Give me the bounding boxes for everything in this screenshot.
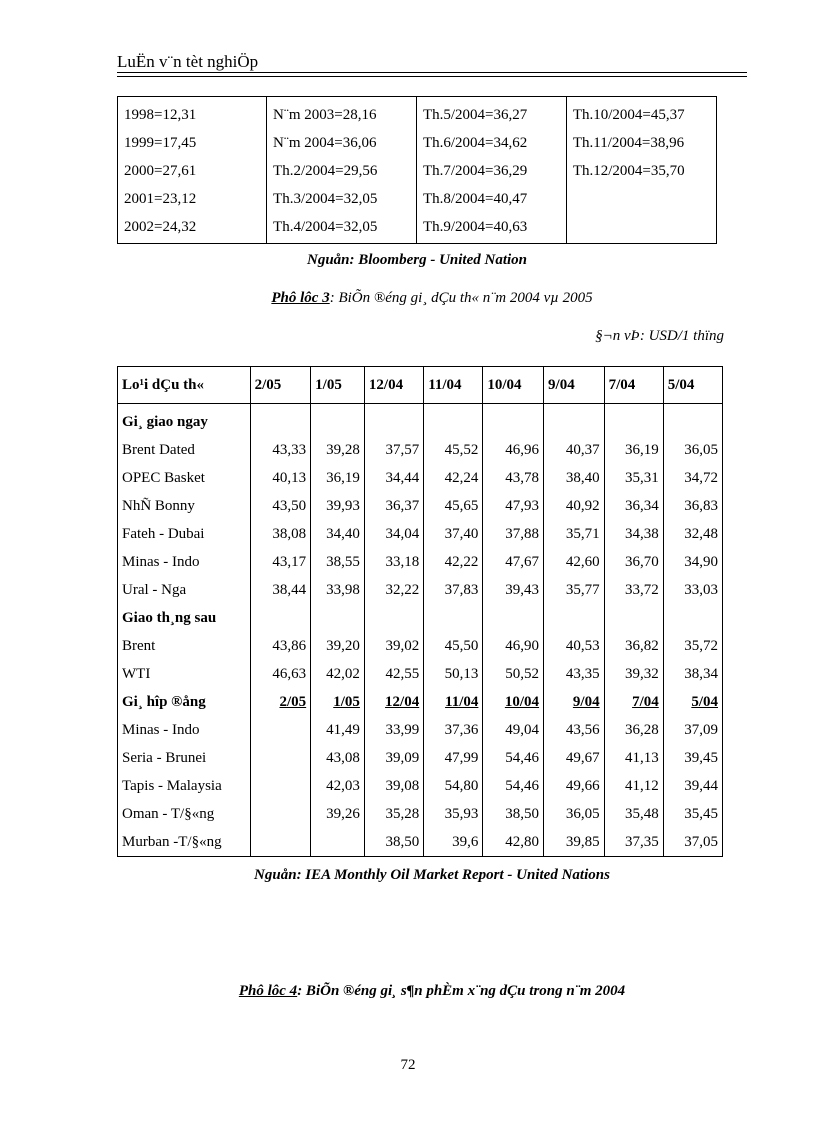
price-cell: 36,37: [364, 492, 423, 520]
row-label: Ural - Nga: [118, 576, 251, 604]
appendix-4-caption: [117, 983, 747, 1000]
table-row: [118, 632, 723, 660]
price-cell: 42,60: [544, 548, 605, 576]
price-cell: 50,13: [424, 660, 483, 688]
price-cell: 2/05: [250, 688, 311, 716]
price-cell: 39,02: [364, 632, 423, 660]
section-row: [118, 404, 723, 437]
price-cell: 50,52: [483, 660, 544, 688]
table1-cell: 1998=12,31: [124, 107, 197, 123]
table1-column: [416, 97, 566, 244]
price-cell: 35,28: [364, 800, 423, 828]
row-label: WTI: [118, 660, 251, 688]
price-cell: 47,93: [483, 492, 544, 520]
price-cell: 39,20: [311, 632, 365, 660]
table2-source: Nguån: IEA Monthly Oil Market Report - United Nations: [254, 867, 610, 883]
price-cell: 41,13: [604, 744, 663, 772]
price-cell: 39,93: [311, 492, 365, 520]
section-row: [118, 604, 723, 632]
price-cell: [311, 404, 365, 437]
table-row: [118, 800, 723, 828]
section-row: [118, 688, 723, 716]
column-header: 11/04: [424, 367, 483, 404]
price-cell: 54,46: [483, 744, 544, 772]
price-cell: 36,83: [663, 492, 722, 520]
table-header-row: [118, 367, 723, 404]
price-cell: 38,34: [663, 660, 722, 688]
price-cell: 39,44: [663, 772, 722, 800]
price-cell: 32,22: [364, 576, 423, 604]
price-cell: 35,93: [424, 800, 483, 828]
row-label: Oman - T/§«ng: [118, 800, 251, 828]
row-label: Gi¸ giao ngay: [118, 404, 251, 437]
crude-oil-price-table: [117, 366, 723, 857]
price-cell: 36,19: [604, 436, 663, 464]
appendix-3-text: : BiÕn ®éng gi¸ dÇu th« n¨m 2004 vµ 2005: [329, 290, 593, 306]
price-cell: 34,44: [364, 464, 423, 492]
price-cell: [483, 604, 544, 632]
price-cell: 49,66: [544, 772, 605, 800]
price-cell: 35,72: [663, 632, 722, 660]
price-cell: 34,38: [604, 520, 663, 548]
row-label: OPEC Basket: [118, 464, 251, 492]
price-cell: 34,90: [663, 548, 722, 576]
appendix-4-label: Phô lôc 4: [238, 983, 298, 999]
price-cell: 39,6: [424, 828, 483, 857]
price-cell: 37,36: [424, 716, 483, 744]
page-number: 72: [400, 1057, 416, 1073]
table1-cell: 2002=24,32: [124, 219, 197, 235]
price-cell: [604, 404, 663, 437]
price-cell: [544, 404, 605, 437]
price-cell: 39,08: [364, 772, 423, 800]
price-cell: [250, 800, 311, 828]
price-cell: 43,50: [250, 492, 311, 520]
price-cell: 36,19: [311, 464, 365, 492]
price-cell: [424, 604, 483, 632]
table-row: [118, 716, 723, 744]
price-cell: 35,48: [604, 800, 663, 828]
table1-cell: Th.3/2004=32,05: [273, 191, 378, 207]
row-label: Brent: [118, 632, 251, 660]
price-cell: 42,55: [364, 660, 423, 688]
price-cell: 35,31: [604, 464, 663, 492]
table-row: [118, 436, 723, 464]
price-cell: 42,24: [424, 464, 483, 492]
price-cell: 43,35: [544, 660, 605, 688]
appendix-3-label: Phô lôc 3: [271, 290, 330, 306]
price-cell: 43,86: [250, 632, 311, 660]
price-cell: 37,40: [424, 520, 483, 548]
price-cell: [663, 604, 722, 632]
row-label: Murban -T/§«ng: [118, 828, 251, 857]
price-cell: 38,08: [250, 520, 311, 548]
price-cell: 47,99: [424, 744, 483, 772]
price-cell: 35,77: [544, 576, 605, 604]
price-cell: 34,40: [311, 520, 365, 548]
price-cell: 42,03: [311, 772, 365, 800]
price-cell: 38,50: [483, 800, 544, 828]
table-row: [118, 492, 723, 520]
price-cell: 36,28: [604, 716, 663, 744]
appendix-4-text: : BiÕn ®éng gi¸ s¶n phÈm x¨ng dÇu trong n¨m 2004: [297, 983, 626, 999]
row-label: Giao th¸ng sau: [118, 604, 251, 632]
table1-cell: Th.4/2004=32,05: [273, 219, 378, 235]
price-cell: 38,44: [250, 576, 311, 604]
price-cell: [250, 604, 311, 632]
price-cell: [663, 404, 722, 437]
price-cell: [311, 828, 365, 857]
price-cell: 39,85: [544, 828, 605, 857]
price-cell: 37,05: [663, 828, 722, 857]
price-cell: 33,03: [663, 576, 722, 604]
price-cell: 42,22: [424, 548, 483, 576]
price-cell: 45,50: [424, 632, 483, 660]
column-header: 1/05: [311, 367, 365, 404]
column-header: 2/05: [250, 367, 311, 404]
price-cell: [364, 604, 423, 632]
table1-cell: N¨m 2003=28,16: [273, 107, 377, 123]
table1-cell: Th.8/2004=40,47: [422, 191, 528, 207]
price-cell: 35,71: [544, 520, 605, 548]
price-cell: 46,63: [250, 660, 311, 688]
row-label: Tapis - Malaysia: [118, 772, 251, 800]
price-cell: 34,72: [663, 464, 722, 492]
table-row: [118, 660, 723, 688]
column-header: 9/04: [544, 367, 605, 404]
price-cell: 33,72: [604, 576, 663, 604]
price-cell: 38,55: [311, 548, 365, 576]
price-cell: 46,90: [483, 632, 544, 660]
table1-cell: Th.7/2004=36,29: [422, 163, 528, 179]
price-cell: 34,04: [364, 520, 423, 548]
price-cell: 40,13: [250, 464, 311, 492]
document-header: LuËn v¨n tèt nghiÖp: [117, 52, 259, 71]
price-cell: 12/04: [364, 688, 423, 716]
price-cell: 45,52: [424, 436, 483, 464]
price-cell: [364, 404, 423, 437]
price-cell: 54,46: [483, 772, 544, 800]
table1-cell: Th.9/2004=40,63: [422, 219, 528, 235]
row-label: NhÑ Bonny: [118, 492, 251, 520]
table1-cell: 2000=27,61: [124, 163, 197, 179]
price-cell: 35,45: [663, 800, 722, 828]
column-header: Lo¹i dÇu th«: [118, 367, 251, 404]
header-rule-thick: [117, 72, 747, 73]
table1-cell: 1999=17,45: [124, 135, 197, 151]
table1-source: Nguån: Bloomberg - United Nation: [306, 252, 528, 268]
table1-cell: Th.6/2004=34,62: [422, 135, 528, 151]
table-row: [118, 576, 723, 604]
price-cell: 39,45: [663, 744, 722, 772]
price-cell: 36,82: [604, 632, 663, 660]
table1-column: [267, 97, 417, 244]
price-cell: 39,32: [604, 660, 663, 688]
table1-cell: N¨m 2004=36,06: [273, 135, 377, 151]
price-cell: 40,53: [544, 632, 605, 660]
table1-cell: Th.12/2004=35,70: [572, 163, 685, 179]
price-cell: 37,88: [483, 520, 544, 548]
column-header: 10/04: [483, 367, 544, 404]
row-label: Minas - Indo: [118, 548, 251, 576]
price-cell: 40,37: [544, 436, 605, 464]
table-row: [118, 520, 723, 548]
table1-column: [118, 97, 267, 244]
price-cell: [483, 404, 544, 437]
price-cell: 54,80: [424, 772, 483, 800]
row-label: Minas - Indo: [118, 716, 251, 744]
price-cell: 39,28: [311, 436, 365, 464]
price-cell: [250, 716, 311, 744]
price-cell: [311, 604, 365, 632]
appendix-3-caption: [117, 290, 747, 307]
price-cell: 11/04: [424, 688, 483, 716]
price-cell: [250, 772, 311, 800]
table-row: [118, 772, 723, 800]
price-cell: 10/04: [483, 688, 544, 716]
row-label: Seria - Brunei: [118, 744, 251, 772]
price-cell: 42,80: [483, 828, 544, 857]
price-cell: 36,05: [544, 800, 605, 828]
price-cell: 37,83: [424, 576, 483, 604]
price-cell: [544, 604, 605, 632]
price-cell: 1/05: [311, 688, 365, 716]
price-cell: 37,09: [663, 716, 722, 744]
price-cell: 43,33: [250, 436, 311, 464]
price-cell: 43,08: [311, 744, 365, 772]
table1-cell: Th.10/2004=45,37: [572, 107, 685, 123]
price-cell: 39,26: [311, 800, 365, 828]
price-cell: 43,56: [544, 716, 605, 744]
price-cell: 46,96: [483, 436, 544, 464]
table1-cell: Th.2/2004=29,56: [273, 163, 378, 179]
price-cell: 42,02: [311, 660, 365, 688]
price-cell: 37,35: [604, 828, 663, 857]
row-label: Brent Dated: [118, 436, 251, 464]
column-header: 5/04: [663, 367, 722, 404]
price-cell: 49,67: [544, 744, 605, 772]
price-cell: 43,78: [483, 464, 544, 492]
table-row: [118, 464, 723, 492]
price-cell: 47,67: [483, 548, 544, 576]
price-cell: 33,98: [311, 576, 365, 604]
price-cell: 39,43: [483, 576, 544, 604]
table1-column: [566, 97, 716, 244]
price-cell: 5/04: [663, 688, 722, 716]
table-row: [118, 548, 723, 576]
price-cell: 7/04: [604, 688, 663, 716]
price-cell: 36,34: [604, 492, 663, 520]
annual-monthly-price-table: [117, 96, 717, 244]
row-label: Gi¸ hîp ®ång: [118, 688, 251, 716]
price-cell: [250, 744, 311, 772]
price-cell: [250, 404, 311, 437]
price-cell: 38,50: [364, 828, 423, 857]
price-cell: 40,92: [544, 492, 605, 520]
table1-cell: Th.5/2004=36,27: [422, 107, 528, 123]
price-cell: [424, 404, 483, 437]
price-cell: 33,18: [364, 548, 423, 576]
price-cell: 32,48: [663, 520, 722, 548]
price-cell: 43,17: [250, 548, 311, 576]
row-label: Fateh - Dubai: [118, 520, 251, 548]
table1-cell: Th.11/2004=38,96: [572, 135, 685, 151]
price-cell: 9/04: [544, 688, 605, 716]
price-cell: [250, 828, 311, 857]
price-cell: 37,57: [364, 436, 423, 464]
price-cell: 41,12: [604, 772, 663, 800]
table-row: [118, 828, 723, 857]
price-cell: 36,70: [604, 548, 663, 576]
price-cell: [604, 604, 663, 632]
price-cell: 36,05: [663, 436, 722, 464]
table1-cell: 2001=23,12: [124, 191, 197, 207]
unit-label: §¬n vÞ: USD/1 thïng: [595, 328, 724, 344]
price-cell: 49,04: [483, 716, 544, 744]
table-row: [118, 744, 723, 772]
price-cell: 38,40: [544, 464, 605, 492]
price-cell: 39,09: [364, 744, 423, 772]
column-header: 7/04: [604, 367, 663, 404]
price-cell: 41,49: [311, 716, 365, 744]
price-cell: 45,65: [424, 492, 483, 520]
header-rule-thin: [117, 76, 747, 77]
price-cell: 33,99: [364, 716, 423, 744]
column-header: 12/04: [364, 367, 423, 404]
